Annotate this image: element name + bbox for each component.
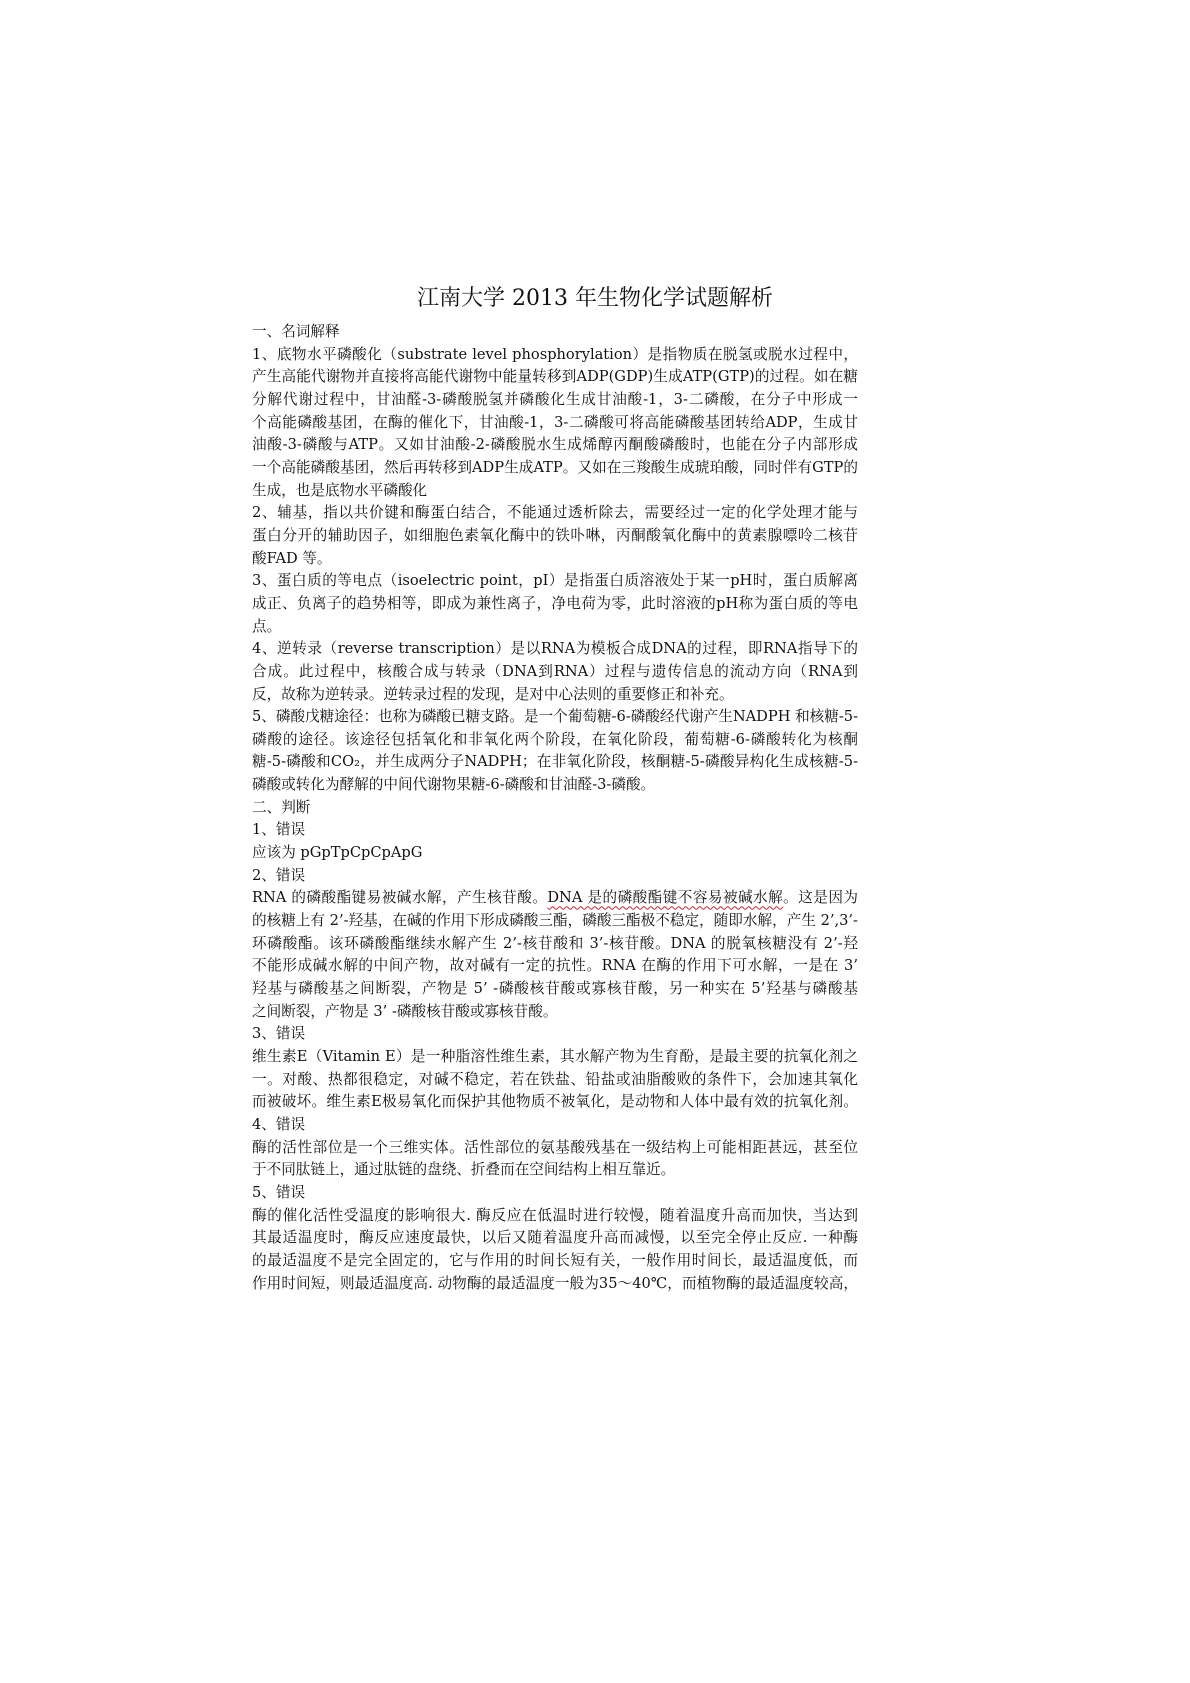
text-line: 一、名词解释 (252, 323, 340, 340)
text-segment: RNA 的磷酸酯键易被碱水解，产生核苷酸。 (252, 889, 548, 907)
text-line: 点。 (252, 617, 282, 635)
text-line: 糖-5-磷酸和CO₂，并生成两分子NADPH；在非氧化阶段，核酮糖-5-磷酸异构化生成核糖-5- (252, 753, 858, 771)
document-title: 江南大学 2013 年生物化学试题解析 (417, 286, 773, 311)
text-line: 于不同肽链上，通过肽链的盘绕、折叠而在空间结构上相互靠近。 (252, 1161, 676, 1179)
text-line: 1、错误 (252, 821, 306, 839)
text-line: 分解代谢过程中，甘油醛-3-磷酸脱氢并磷酸化生成甘油酸-1，3-二磷酸，在分子中形成一 (252, 390, 858, 408)
text-line: 生成，也是底物水平磷酸化 (252, 481, 428, 499)
text-line: 磷酸的途径。该途径包括氧化和非氧化两个阶段，在氧化阶段，葡萄糖-6-磷酸转化为核酮 (252, 730, 858, 748)
text-line: 的核糖上有 2’-羟基，在碱的作用下形成磷酸三酯，磷酸三酯极不稳定，随即水解，产生 2’,3’- (252, 912, 858, 930)
text-line: 个高能磷酸基团，在酶的催化下，甘油酸-1，3-二磷酸可将高能磷酸基团转给ADP，生成甘 (252, 413, 858, 431)
text-line: 2、错误 (252, 866, 306, 884)
text-line: 磷酸或转化为酵解的中间代谢物果糖-6-磷酸和甘油醛-3-磷酸。 (252, 776, 656, 794)
text-line: 酸FAD 等。 (252, 549, 332, 567)
text-line: 4、逆转录（reverse transcription）是以RNA为模板合成DNA的过程，即RNA指导下的 (252, 640, 858, 658)
text-line: 5、错误 (252, 1183, 306, 1201)
text-segment: 。这是因为 (783, 889, 858, 907)
text-line: 二、判断 (252, 798, 311, 816)
text-line: 合成。此过程中，核酸合成与转录（DNA到RNA）过程与遗传信息的流动方向（RNA到 (252, 662, 858, 680)
text-line: 维生素E（Vitamin E）是一种脂溶性维生素，其水解产物为生育酚，是最主要的抗氧化剂之 (252, 1048, 858, 1065)
text-line: 一个高能磷酸基团，然后再转移到ADP生成ATP。又如在三羧酸生成琥珀酸，同时伴有GTP的 (252, 458, 858, 476)
text-line: 之间断裂，产物是 3’ -磷酸核苷酸或寡核苷酸。 (252, 1002, 558, 1020)
text-line: 油酸-3-磷酸与ATP。又如甘油酸-2-磷酸脱水生成烯醇丙酮酸磷酸时，也能在分子内部形成 (252, 436, 858, 454)
text-line: 环磷酸酯。该环磷酸酯继续水解产生 2’-核苷酸和 3’-核苷酸。DNA 的脱氧核糖没有 2’-羟 (252, 934, 858, 952)
text-line: 3、错误 (252, 1025, 306, 1043)
text-line: 作用时间短，则最适温度高. 动物酶的最适温度一般为35～40℃，而植物酶的最适温度较高， (252, 1274, 858, 1292)
text-line: 5、磷酸戊糖途径：也称为磷酸已糖支路。是一个葡萄糖-6-磷酸经代谢产生NADPH 和核糖-5- (252, 708, 858, 726)
text-line: 反，故称为逆转录。逆转录过程的发现，是对中心法则的重要修正和补充。 (252, 685, 734, 703)
text-line (252, 887, 858, 910)
text-line: 酶的催化活性受温度的影响很大. 酶反应在低温时进行较慢，随着温度升高而加快，当达到 (252, 1206, 858, 1224)
text-line: 酶的活性部位是一个三维实体。活性部位的氨基酸残基在一级结构上可能相距甚远，甚至位 (252, 1138, 858, 1156)
text-line: 羟基与磷酸基之间断裂，产物是 5’ -磷酸核苷酸或寡核苷酸，另一种实在 5’羟基与磷酸基 (252, 980, 858, 998)
text-line: 3、蛋白质的等电点（isoelectric point，pI）是指蛋白质溶液处于某一pH时，蛋白质解离 (252, 572, 858, 590)
text-line: 应该为 pGpTpCpCpApG (252, 844, 423, 862)
text-line: 不能形成碱水解的中间产物，故对碱有一定的抗性。RNA 在酶的作用下可水解，一是在 3’ (252, 957, 858, 975)
text-line: 2、辅基，指以共价键和酶蛋白结合，不能通过透析除去，需要经过一定的化学处理才能与 (252, 504, 858, 522)
text-line: 产生高能代谢物并直接将高能代谢物中能量转移到ADP(GDP)生成ATP(GTP)的过程。如在糖 (252, 368, 858, 386)
text-line: 而被破坏。维生素E极易氧化而保护其他物质不被氧化，是动物和人体中最有效的抗氧化剂。 (252, 1093, 858, 1111)
text-line: 蛋白分开的辅助因子，如细胞色素氧化酶中的铁卟啉，丙酮酸氧化酶中的黄素腺嘌呤二核苷 (252, 526, 858, 544)
text-line: 4、错误 (252, 1115, 306, 1133)
text-line: 成正、负离子的趋势相等，即成为兼性离子，净电荷为零，此时溶液的pH称为蛋白质的等电 (252, 594, 858, 612)
text-line: 1、底物水平磷酸化（substrate level phosphorylation）是指物质在脱氢或脱水过程中， (252, 345, 858, 363)
text-line: 的最适温度不是完全固定的，它与作用的时间长短有关，一般作用时间长，最适温度低，而 (252, 1251, 858, 1269)
text-line: 其最适温度时，酶反应速度最快，以后又随着温度升高而减慢，以至完全停止反应. 一种酶 (252, 1229, 858, 1247)
text-line: 一。对酸、热都很稳定，对碱不稳定，若在铁盐、铅盐或油脂酸败的条件下，会加速其氧化 (252, 1070, 858, 1088)
underlined-text: DNA 是的磷酸酯键不容易被碱水解 (547, 889, 784, 907)
document-body (252, 321, 858, 1295)
